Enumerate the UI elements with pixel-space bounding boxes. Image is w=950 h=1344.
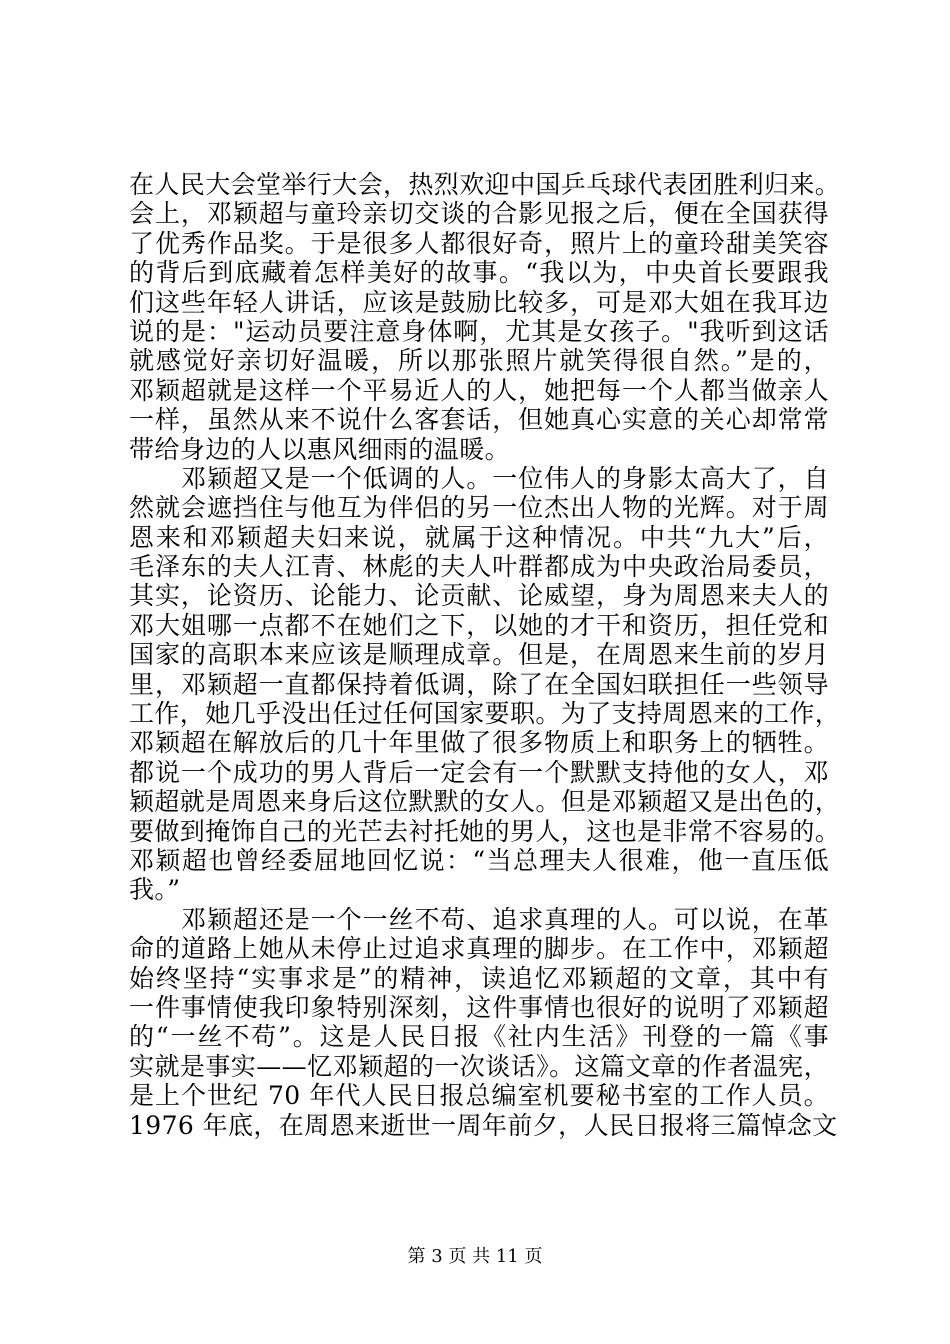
page-footer: 第 3 页 共 11 页 [407,1246,543,1267]
paragraph [129,463,841,905]
text-line: 毛泽东的夫人江青、林彪的夫人叶群都成为中央政治局委员， [129,552,829,582]
text-line: 邓颖超在解放后的几十年里做了很多物质上和职务上的牺牲。 [129,728,829,758]
article-body [129,170,841,1140]
paragraph [129,170,841,464]
text-line: 工作，她几乎没出任过任何国家要职。为了支持周恩来的工作， [129,699,841,729]
text-line: 1976 年底，在周恩来逝世一周年前夕，人民日报将三篇悼念文 [129,1110,838,1140]
text-line: 恩来和邓颖超夫妇来说，就属于这种情况。中共“九大”后， [129,522,829,552]
text-line: 其实，论资历、论能力、论贡献、论威望，身为周恩来夫人的 [129,581,829,611]
text-line: 邓大姐哪一点都不在她们之下，以她的才干和资历，担任党和 [129,610,829,640]
text-line: 里，邓颖超一直都保持着低调，除了在全国妇联担任一些领导 [129,669,829,699]
text-line: 是上个世纪 70 年代人民日报总编室机要秘书室的工作人员。 [129,1081,829,1111]
text-line: 实就是事实——忆邓颖超的一次谈话》。这篇文章的作者温宪， [129,1051,829,1081]
text-line: 一样，虽然从来不说什么客套话，但她真心实意的关心却常常 [129,405,829,435]
text-line: 就感觉好亲切好温暖，所以那张照片就笑得很自然。”是的， [129,346,829,376]
text-line: 命的道路上她从未停止过追求真理的脚步。在工作中，邓颖超 [129,934,829,964]
text-line: 颖超就是周恩来身后这位默默的女人。但是邓颖超又是出色的， [129,787,841,817]
text-line: 我。” [129,875,181,905]
text-line: 邓颖超还是一个一丝不苟、追求真理的人。可以说，在革 [181,904,829,934]
text-line: 的背后到底藏着怎样美好的故事。“我以为，中央首长要跟我 [129,258,829,288]
text-line: 说的是："运动员要注意身体啊，尤其是女孩子。"我听到这话 [129,316,829,346]
text-line: 会上，邓颖超与童玲亲切交谈的合影见报之后，便在全国获得 [129,199,829,229]
text-line: 都说一个成功的男人背后一定会有一个默默支持他的女人，邓 [129,757,829,787]
text-line: 始终坚持“实事求是”的精神，读追忆邓颖超的文章，其中有 [129,963,829,993]
text-line: 邓颖超也曾经委屈地回忆说：“当总理夫人很难，他一直压低 [129,845,829,875]
paragraph [129,904,838,1140]
text-line: 了优秀作品奖。于是很多人都很好奇，照片上的童玲甜美笑容 [129,228,829,258]
text-line: 的“一丝不苟”。这是人民日报《社内生活》刊登的一篇《事 [129,1022,829,1052]
text-line: 邓颖超又是一个低调的人。一位伟人的身影太高大了，自 [181,463,829,493]
text-line: 们这些年轻人讲话，应该是鼓励比较多，可是邓大姐在我耳边 [129,287,829,317]
text-line: 一件事情使我印象特别深刻，这件事情也很好的说明了邓颖超 [129,992,829,1022]
text-line: 然就会遮挡住与他互为伴侣的另一位杰出人物的光辉。对于周 [129,493,829,523]
text-line: 带给身边的人以惠风细雨的温暖。 [129,434,511,464]
text-line: 要做到掩饰自己的光芒去衬托她的男人，这也是非常不容易的。 [129,816,841,846]
text-line: 国家的高职本来应该是顺理成章。但是，在周恩来生前的岁月 [129,640,829,670]
text-line: 邓颖超就是这样一个平易近人的人，她把每一个人都当做亲人 [129,375,829,405]
text-line: 在人民大会堂举行大会，热烈欢迎中国乒乓球代表团胜利归来。 [129,170,841,199]
